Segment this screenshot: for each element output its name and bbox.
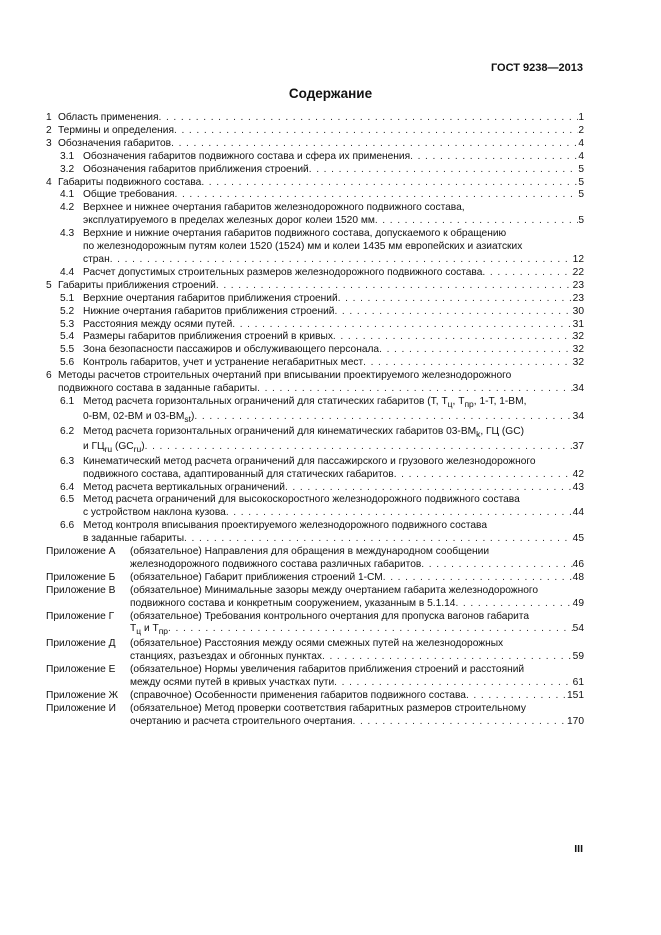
toc-entry[interactable] — [46, 125, 584, 138]
toc-entry-page: 43 — [572, 481, 584, 493]
toc-entry-page: 5 — [578, 215, 584, 227]
toc-entry-page: 151 — [567, 690, 584, 702]
toc-entry-title: Расчет допустимых строительных размеров железнодорожного подвижного состава — [83, 266, 483, 278]
dot-leader — [309, 164, 579, 177]
toc-entry-title: Кинематический метод расчета ограничений для пассажирского и грузового железнодорожного — [83, 455, 536, 467]
toc-entry[interactable] — [46, 611, 584, 639]
toc-entry-number: 5.5 — [60, 344, 75, 356]
toc-entry-page: 23 — [572, 279, 584, 291]
toc-entry-page: 23 — [572, 292, 584, 304]
toc-entry[interactable] — [46, 572, 584, 585]
toc-entry[interactable] — [46, 331, 584, 344]
toc-entry-page: 59 — [572, 651, 584, 663]
toc-entry-number: 5.6 — [60, 357, 75, 369]
toc-entry-number: Приложение Ж — [46, 690, 118, 702]
table-of-contents — [46, 112, 584, 729]
dot-leader — [145, 441, 573, 454]
dot-leader — [194, 411, 572, 424]
dot-leader — [333, 331, 573, 344]
toc-entry-page: 32 — [572, 331, 584, 343]
toc-entry-number: Приложение А — [46, 546, 116, 558]
toc-entry-title: Область применения — [58, 112, 159, 123]
toc-entry-page: 45 — [572, 533, 584, 545]
dot-leader — [466, 690, 567, 703]
dot-leader — [216, 280, 573, 293]
toc-entry-number: 6.2 — [60, 425, 75, 437]
toc-entry[interactable] — [46, 344, 584, 357]
toc-entry[interactable] — [46, 164, 584, 177]
toc-entry[interactable] — [46, 357, 584, 370]
toc-entry[interactable] — [46, 267, 584, 280]
toc-entry-title: эксплуатируемого в пределах железных дорог колеи 1520 мм — [83, 215, 375, 227]
dot-leader — [257, 383, 573, 396]
toc-entry-title: (обязательное) Требования контрольного очертания для пропуска вагонов габарита — [130, 610, 530, 622]
toc-entry-title: Размеры габаритов приближения строений в кривых — [83, 331, 333, 343]
toc-entry-title: (обязательное) Расстояния между осями смежных путей на железнодорожных — [130, 638, 504, 650]
toc-entry-page: 32 — [572, 357, 584, 369]
toc-entry-page: 44 — [572, 507, 584, 519]
toc-entry-number: 6 — [46, 370, 52, 382]
toc-entry[interactable] — [46, 690, 584, 703]
toc-entry-page: 61 — [572, 677, 584, 689]
toc-entry-title: (обязательное) Направления для обращения в международном сообщении — [130, 546, 490, 558]
toc-entry-page: 54 — [572, 623, 584, 635]
toc-entry-title: Метод контроля вписывания проектируемого железнодорожного подвижного состава — [83, 520, 488, 532]
toc-entry-title: и $ГЦ_{ru}$ $(GC_{ru})$ — [83, 440, 145, 454]
toc-entry-number: 5 — [46, 279, 52, 291]
toc-entry-page: 30 — [572, 305, 584, 317]
toc-entry[interactable] — [46, 703, 584, 729]
toc-entry-number: 4.1 — [60, 189, 75, 201]
toc-entry-number: 6.6 — [60, 520, 75, 532]
toc-entry-page: 42 — [572, 468, 584, 480]
toc-entry-number: 3.2 — [60, 163, 75, 175]
dot-leader — [375, 215, 578, 228]
dot-leader — [334, 306, 572, 319]
dot-leader — [394, 469, 573, 482]
toc-entry-number: Приложение Е — [46, 664, 116, 676]
toc-entry-title: Расстояния между осями путей — [83, 318, 233, 330]
dot-leader — [168, 623, 573, 636]
toc-entry-title: Обозначения габаритов — [58, 137, 172, 149]
toc-entry-title: 0-ВМ, 02-ВМ и $03-ВМ_{st}$) — [83, 410, 195, 424]
page-title: Содержание — [288, 86, 373, 101]
toc-entry-title: (обязательное) Нормы увеличения габаритов приближения строений и расстояний — [130, 664, 525, 676]
toc-entry-title: Верхние и нижние очертания габаритов подвижного состава, допускаемого к обращению — [83, 228, 507, 240]
dot-leader — [363, 357, 573, 370]
document-code: ГОСТ 9238—2013 — [490, 62, 583, 74]
toc-entry-title: Методы расчетов строительных очертаний при вписывании проектируемого железнодорожного — [58, 370, 512, 382]
page-number: III — [574, 843, 583, 855]
toc-entry[interactable] — [46, 638, 584, 664]
toc-entry-page: 31 — [572, 318, 584, 330]
dot-leader — [171, 138, 578, 151]
dot-leader — [174, 125, 578, 138]
toc-entry-title: Метод расчета горизонтальных ограничений для статических габаритов (Т, $Т_ц$, $Т_{пр}$, 1-Т, 1-ВМ, — [83, 395, 527, 409]
dot-leader — [482, 267, 572, 280]
toc-entry-title: (справочное) Особенности применения габаритов подвижного состава — [130, 690, 466, 702]
toc-entry-number: 4.2 — [60, 202, 75, 214]
toc-entry[interactable] — [46, 112, 584, 125]
dot-leader — [334, 677, 572, 690]
toc-entry-page: 46 — [572, 558, 584, 570]
toc-entry-number: 1 — [46, 112, 52, 123]
toc-entry-page: 4 — [578, 137, 584, 149]
toc-entry-title: Габариты подвижного состава — [58, 176, 202, 188]
toc-entry[interactable] — [46, 228, 584, 267]
toc-entry[interactable] — [46, 370, 584, 396]
toc-entry-title: между осями путей в кривых участках пути — [130, 677, 335, 689]
toc-entry[interactable] — [46, 664, 584, 690]
toc-entry-number: 6.5 — [60, 494, 75, 506]
dot-leader — [379, 344, 573, 357]
toc-entry[interactable] — [46, 189, 584, 202]
toc-entry-page: 22 — [572, 266, 584, 278]
dot-leader — [352, 716, 567, 729]
toc-entry-title: в заданные габариты — [83, 533, 185, 545]
toc-entry[interactable] — [46, 306, 584, 319]
toc-entry-title: (обязательное) Метод проверки соответствия габаритных размеров строительному — [130, 702, 526, 714]
toc-entry-number: Приложение В — [46, 584, 116, 596]
toc-entry-number: 2 — [46, 124, 52, 136]
dot-leader — [226, 507, 573, 520]
toc-entry-page: 37 — [572, 440, 584, 452]
toc-entry-page: 34 — [572, 383, 584, 395]
toc-entry-number: 6.3 — [60, 455, 75, 467]
toc-entry[interactable] — [46, 520, 584, 546]
toc-entry-number: 5.3 — [60, 318, 75, 330]
toc-entry-page: 34 — [572, 410, 584, 422]
dot-leader — [421, 559, 572, 572]
toc-entry-title: Метод расчета ограничений для высокоскоростного железнодорожного подвижного состава — [83, 494, 520, 506]
toc-entry[interactable] — [46, 138, 584, 151]
dot-leader — [110, 254, 573, 267]
dot-leader — [455, 598, 572, 611]
toc-entry-title: Обозначения габаритов подвижного состава и сфера их применения — [83, 150, 411, 162]
toc-entry-page: 5 — [578, 189, 584, 201]
toc-entry[interactable] — [46, 482, 584, 495]
toc-entry-title: (обязательное) Минимальные зазоры между очертанием габарита железнодорожного — [130, 584, 539, 596]
dot-leader — [184, 533, 573, 546]
toc-entry[interactable] — [46, 426, 584, 456]
toc-entry[interactable] — [46, 585, 584, 611]
toc-entry[interactable] — [46, 396, 584, 426]
toc-entry[interactable] — [46, 319, 584, 332]
toc-entry-title: Метод расчета горизонтальных ограничений для кинематических габаритов $03-ВМ_k$, ГЦ (GC) — [83, 425, 524, 439]
toc-entry-title: Термины и определения — [58, 124, 174, 136]
toc-entry-number: 5.1 — [60, 292, 75, 304]
toc-entry-title: станциях, разъездах и обгонных пунктах — [130, 651, 322, 663]
toc-entry-number: 5.2 — [60, 305, 75, 317]
toc-entry-title: Верхнее и нижнее очертания габаритов железнодорожного подвижного состава, — [83, 202, 465, 214]
toc-entry[interactable] — [46, 177, 584, 190]
toc-entry-title: подвижного состава в заданные габариты — [58, 383, 258, 395]
toc-entry-title: (обязательное) Габарит приближения строений 1-СМ — [130, 571, 383, 583]
toc-entry-page: 12 — [572, 253, 584, 265]
toc-entry[interactable] — [46, 202, 584, 228]
toc-entry-page: 5 — [578, 163, 584, 175]
toc-entry-page: 32 — [572, 344, 584, 356]
toc-entry-title: $Т_ц$ и $Т_{пр}$ — [130, 623, 169, 637]
toc-entry-page: 49 — [572, 597, 584, 609]
toc-entry-page: 1 — [578, 112, 584, 123]
dot-leader — [175, 189, 579, 202]
toc-entry-title: Нижние очертания габаритов приближения строений — [83, 305, 335, 317]
toc-entry-title: очертанию и расчета строительного очертания — [130, 715, 353, 727]
toc-entry-number: 6.4 — [60, 481, 75, 493]
toc-entry-title: стран — [83, 253, 110, 265]
toc-entry[interactable] — [46, 546, 584, 572]
toc-entry-title: Метод расчета вертикальных ограничений — [83, 481, 285, 493]
dot-leader — [410, 151, 578, 164]
toc-entry[interactable] — [46, 293, 584, 306]
dot-leader — [232, 319, 572, 332]
toc-entry-page: 2 — [578, 124, 584, 136]
toc-entry-number: Приложение Б — [46, 571, 116, 583]
toc-entry[interactable] — [46, 456, 584, 482]
toc-entry-number: Приложение И — [46, 702, 116, 714]
toc-entry-title: Обозначения габаритов приближения строений — [83, 163, 309, 175]
dot-leader — [322, 651, 573, 664]
toc-entry-title: Зона безопасности пассажиров и обслуживающего персонала — [83, 344, 380, 356]
toc-entry-number: 3 — [46, 137, 52, 149]
toc-entry-number: 3.1 — [60, 150, 75, 162]
toc-entry-title: с устройством наклона кузова — [83, 507, 226, 519]
toc-entry-title: по железнодорожным путям колеи 1520 (1524) мм и колеи 1435 мм европейских и азиатских — [83, 241, 523, 253]
toc-entry-number: 5.4 — [60, 331, 75, 343]
toc-entry-title: Общие требования — [83, 189, 175, 201]
toc-entry[interactable] — [46, 280, 584, 293]
toc-entry-title: Верхние очертания габаритов приближения строений — [83, 292, 338, 304]
dot-leader — [383, 572, 573, 585]
toc-entry-title: подвижного состава и конкретным сооружением, указанным в 5.1.14 — [130, 597, 456, 609]
toc-entry[interactable] — [46, 494, 584, 520]
toc-entry-number: 4.3 — [60, 228, 75, 240]
toc-entry-number: 6.1 — [60, 395, 75, 407]
toc-entry-title: подвижного состава, адаптированный для статических габаритов — [83, 468, 394, 480]
toc-entry-title: Габариты приближения строений — [58, 279, 216, 291]
toc-entry-page: 170 — [567, 715, 584, 727]
toc-entry-page: 5 — [578, 176, 584, 188]
toc-entry-title: Контроль габаритов, учет и устранение негабаритных мест — [83, 357, 364, 369]
dot-leader — [201, 177, 578, 190]
toc-entry-title: железнодорожного подвижного состава различных габаритов — [130, 558, 422, 570]
toc-entry[interactable] — [46, 151, 584, 164]
toc-entry-page: 48 — [572, 571, 584, 583]
dot-leader — [285, 482, 573, 495]
toc-entry-number: 4.4 — [60, 266, 75, 278]
toc-entry-number: Приложение Г — [46, 610, 115, 622]
toc-entry-page: 4 — [578, 150, 584, 162]
toc-entry-number: Приложение Д — [46, 638, 116, 650]
dot-leader — [158, 112, 578, 125]
toc-entry-number: 4 — [46, 176, 52, 188]
dot-leader — [338, 293, 573, 306]
